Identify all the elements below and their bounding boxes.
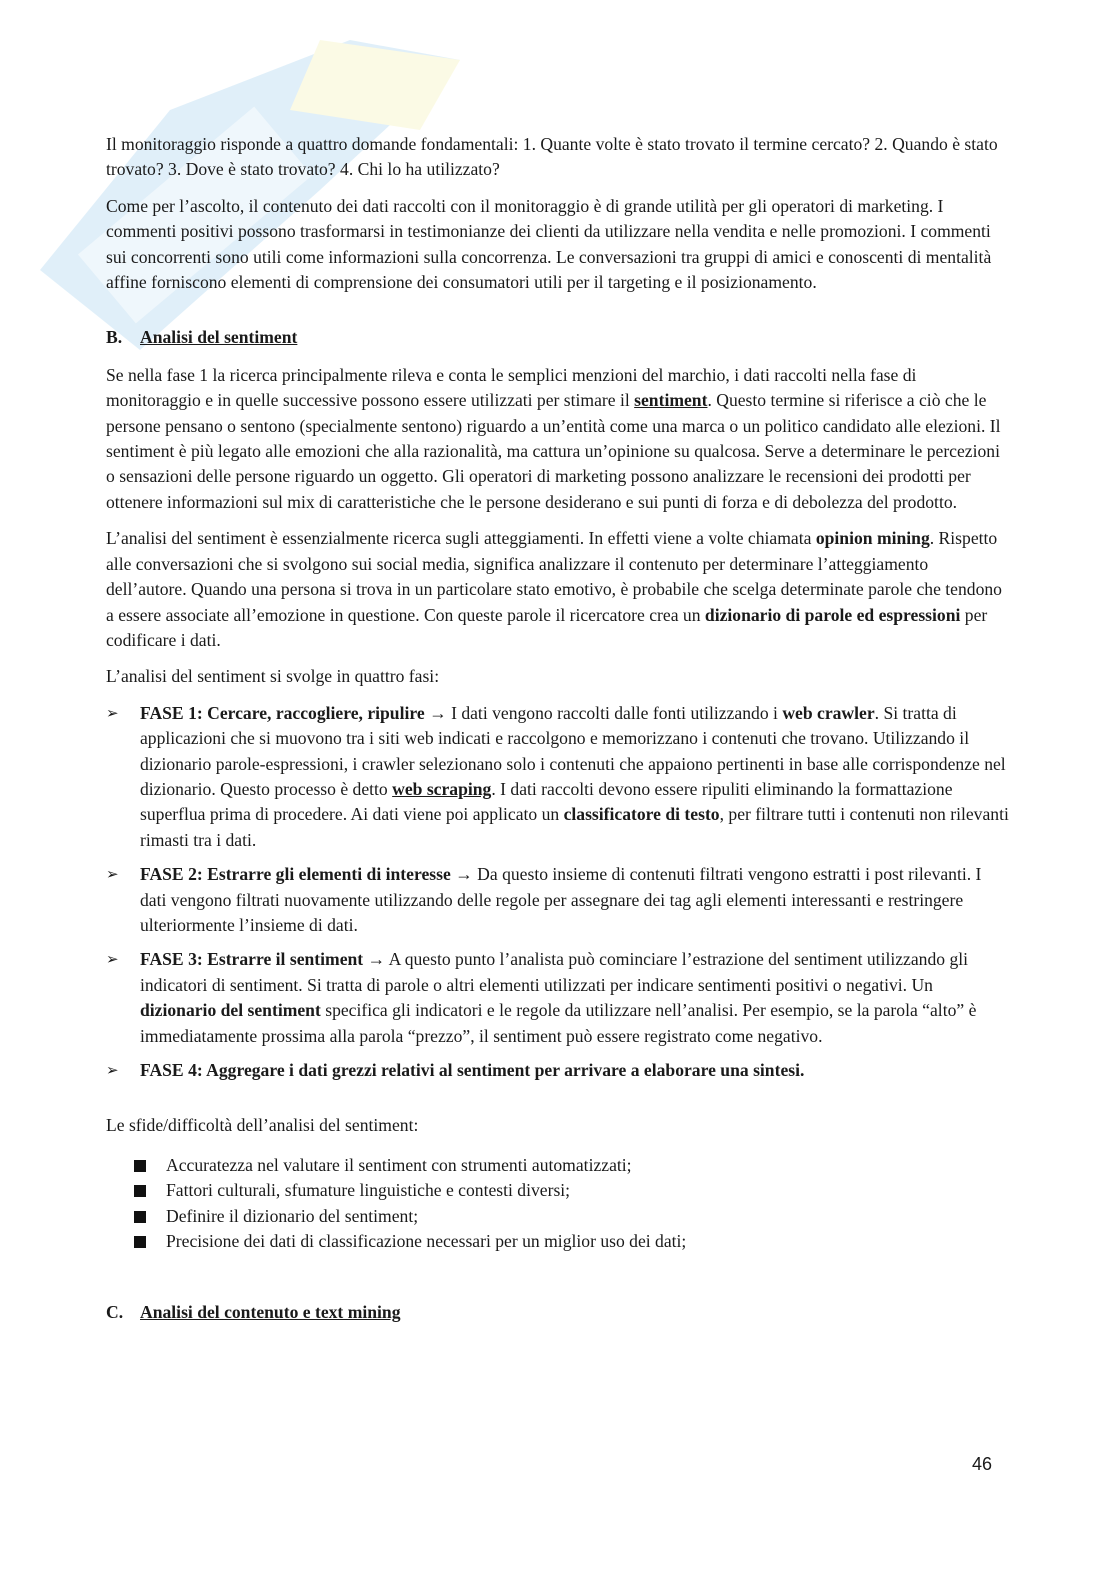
term-sentiment-dictionary: dizionario del sentiment [140, 1000, 321, 1021]
paragraph-monitoring-utility: Come per l’ascolto, il contenuto dei dati raccolti con il monitoraggio è di grande utilità per gli operatori di marketing. I commenti positivi possono trasformarsi in testimonianze dei clienti da utilizzare nella vendita e nelle promozioni. I commenti sui concorrenti sono utili come informazioni sulla concorrenza. Le conversazioni tra gruppi di amici e conoscenti di mentalità affine forniscono elementi di comprensione dei consumatori utili per il targeting e il posizionamento. [106, 195, 992, 293]
section-b-heading [106, 325, 1012, 350]
phase-title: FASE 1: Cercare, raccogliere, ripulire → [140, 702, 447, 723]
square-bullet-icon [134, 1160, 146, 1172]
term-dictionary: dizionario di parole ed espressioni [704, 604, 961, 625]
list-item: Precisione dei dati di classificazione necessari per un miglior uso dei dati; [106, 1229, 1012, 1254]
paragraph-challenges-intro: Le sfide/difficoltà dell’analisi del sentiment: [106, 1115, 419, 1136]
term-web-scraping: web scraping [392, 778, 492, 799]
list-item-phase-2: ➢ FASE 2: Estrarre gli elementi di interesse → Da questo insieme di contenuti filtrati vengono estratti i post rilevanti. I dati vengono filtrati nuovamente utilizzando delle regole per assegnare dei tag agli elementi interessanti e restringere ulteriormente l’insieme di dati. [106, 864, 982, 935]
square-bullet-icon [134, 1185, 146, 1197]
section-title: Analisi del contenuto e text mining [140, 1302, 401, 1323]
list-item: Definire il dizionario del sentiment; [106, 1204, 1012, 1229]
challenges-list [106, 1153, 1012, 1255]
section-c-heading [106, 1300, 1012, 1325]
phase-title: FASE 4: Aggregare i dati grezzi relativi al sentiment per arrivare a elaborare una sintesi. [140, 1060, 805, 1080]
phase-title: FASE 3: Estrarre il sentiment → [140, 949, 386, 970]
square-bullet-icon [134, 1236, 146, 1248]
term-opinion-mining: opinion mining [815, 528, 930, 549]
arrow-bullet-icon: ➢ [106, 703, 119, 722]
arrow-bullet-icon: ➢ [106, 950, 119, 969]
phases-list [106, 701, 1012, 1084]
paragraph-sentiment-definition: Se nella fase 1 la ricerca principalmente rileva e conta le semplici menzioni del marchio, i dati raccolti nella fase di monitoraggio e in quelle successive possono essere utilizzati per stimare il sentiment. Questo termine si riferisce a ciò che le persone pensano o sentono (specialmente sentono) riguardo a un’entità come una marca o un politico candidato alle elezioni. Il sentiment è più legato alle emozioni che alla razionalità, ma cattura un’opinione su qualcosa. Serve a determinare le percezioni o sensazioni delle persone riguardo un oggetto. Gli operatori di marketing possono analizzare le recensioni dei prodotti per ottenere informazioni sul mix di caratteristiche che le persone desiderano e sui punti di forza e di debolezza del prodotto. [106, 364, 1001, 512]
list-item-phase-1: ➢ FASE 1: Cercare, raccogliere, ripulire → I dati vengono raccolti dalle fonti utilizzando i web crawler. Si tratta di applicazioni che si muovono tra i siti web indicati e raccolgono e memorizzano i contenuti che trovano. Utilizzando il dizionario parole-espressioni, i crawler selezionano solo i contenuti che appaiono pertinenti in base alle corrispondenze nel dizionario. Questo processo è detto web scraping. I dati raccolti devono essere ripuliti eliminando la formattazione superflua prima di procedere. Ai dati viene poi applicato un classificatore di testo, per filtrare tutti i contenuti non rilevanti rimasti tra i dati. [106, 702, 1009, 850]
list-item: Accuratezza nel valutare il sentiment con strumenti automatizzati; [106, 1153, 1012, 1178]
term-text-classifier: classificatore di testo [563, 804, 720, 825]
section-title: Analisi del sentiment [140, 327, 298, 348]
paragraph-monitoring-questions: Il monitoraggio risponde a quattro domande fondamentali: 1. Quante volte è stato trovato il termine cercato? 2. Quando è stato trovato? 3. Dove è stato trovato? 4. Chi lo ha utilizzato? [106, 134, 998, 180]
section-letter: B. [106, 327, 123, 348]
page-number: 46 [972, 1454, 993, 1474]
arrow-bullet-icon: ➢ [106, 1061, 119, 1079]
list-item-phase-4 [106, 1058, 1012, 1083]
paragraph-opinion-mining: L’analisi del sentiment è essenzialmente ricerca sugli atteggiamenti. In effetti viene a volte chiamata opinion mining. Rispetto alle conversazioni che si svolgono sui social media, significa analizzare il contenuto per determinare l’atteggiamento dell’autore. Quando una persona si trova in un particolare stato emotivo, è probabile che scelga determinate parole che tendono a essere associate all’emozione in questione. Con queste parole il ricercatore crea un dizionario di parole ed espressioni per codificare i dati. [106, 528, 1002, 650]
square-bullet-icon [134, 1211, 146, 1223]
term-web-crawler: web crawler [782, 702, 875, 723]
document-page [106, 132, 1012, 1338]
paragraph-phases-intro: L’analisi del sentiment si svolge in quattro fasi: [106, 666, 440, 687]
section-letter: C. [106, 1302, 124, 1323]
list-item-phase-3: ➢ FASE 3: Estrarre il sentiment → A questo punto l’analista può cominciare l’estrazione del sentiment utilizzando gli indicatori di sentiment. Si tratta di parole o altri elementi utilizzati per indicare sentimenti positivi o negativi. Un dizionario del sentiment specifica gli indicatori e le regole da utilizzare nell’analisi. Per esempio, se la parola “alto” è immediatamente prossima alla parola “prezzo”, il sentiment può essere registrato come negativo. [106, 949, 977, 1046]
term-sentiment: sentiment [634, 390, 708, 411]
list-item: Fattori culturali, sfumature linguistiche e contesti diversi; [106, 1178, 1012, 1203]
phase-title: FASE 2: Estrarre gli elementi di interesse → [140, 864, 473, 885]
arrow-bullet-icon: ➢ [106, 865, 119, 884]
